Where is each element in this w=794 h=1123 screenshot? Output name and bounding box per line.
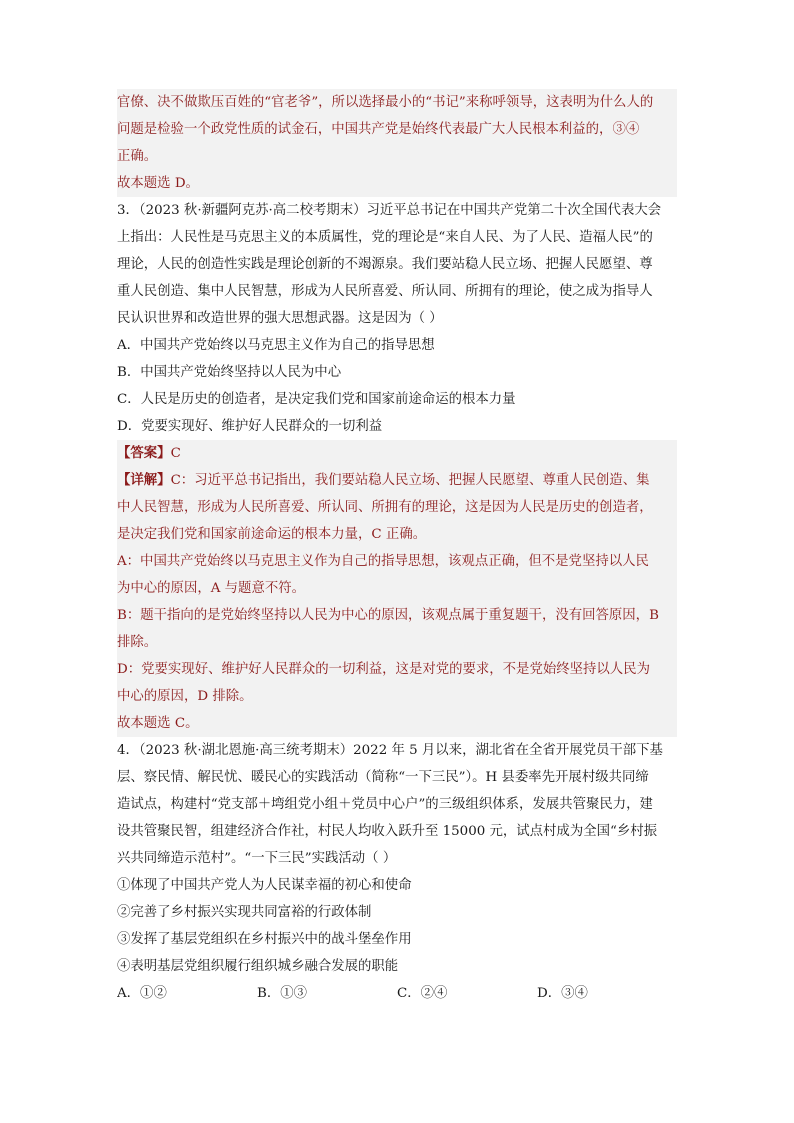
detail-label: 【详解】 [117,472,171,488]
q3-option-c: C．人民是历史的创造者，是决定我们党和国家前途命运的根本力量 [117,392,516,407]
prev-explanation-line-1: 官僚、决不做欺压百姓的“官老爷”，所以选择最小的“书记”来称呼领导，这表明为什么人的 [117,89,677,116]
q3-option-b: B．中国共产党始终坚持以人民为中心 [117,365,342,380]
q3-detail-line-7: 排除。 [117,629,677,656]
q4-statement-4: ④表明基层党组织履行组织城乡融合发展的职能 [117,959,399,974]
q3-stem-line-2: 上指出：人民性是马克思主义的本质属性，党的理论是“来自人民、为了人民、造福人民”的 [117,230,653,245]
q3-detail-line-5: 为中心的原因，A 与题意不符。 [117,575,677,602]
q3-detail-line-9: 中心的原因，D 排除。 [117,683,677,710]
q3-detail-line-2: 中人民智慧，形成为人民所喜爱、所认同、所拥有的理论，这是因为人民是历史的创造者， [117,494,677,521]
detail-text: C：习近平总书记指出，我们要站稳人民立场、把握人民愿望、尊重人民创造、集 [170,473,650,488]
q3-stem-line-4: 重人民创造、集中人民智慧，形成为人民所喜爱、所认同、所拥有的理论，使之成为指导人 [117,284,653,299]
q3-detail-line-4: A：中国共产党始终以马克思主义作为自己的指导思想，该观点正确，但不是党坚持以人民 [117,548,677,575]
q4-stem-line-1: 4．（2023 秋·湖北恩施·高三统考期末）2022 年 5 月以来，湖北省在全省开展党员干部下基 [117,743,663,758]
q3-stem-line-1: 3．（2023 秋·新疆阿克苏·高二校考期末）习近平总书记在中国共产党第二十次全国代表大会 [117,203,662,218]
q3-option-d: D．党要实现好、维护好人民群众的一切利益 [117,419,383,434]
prev-conclusion: 故本题选 D。 [117,170,677,197]
q3-detail-line-3: 是决定我们党和国家前途命运的根本力量，C 正确。 [117,521,677,548]
document-content [117,89,677,1007]
q3-answer [117,440,677,467]
answer-label: 【答案】 [117,445,171,461]
prev-explanation-line-3: 正确。 [117,143,677,170]
q4-stem-line-5: 兴共同缔造示范村”。“一下三民”实践活动（ ） [117,851,397,866]
q3-conclusion: 故本题选 C。 [117,710,677,737]
q4-choice-b: B．①③ [257,986,308,1001]
q4-choice-c: C．②④ [397,986,448,1001]
q3-detail-line-6: B：题干指向的是党始终坚持以人民为中心的原因，该观点属于重复题干，没有回答原因，B [117,602,677,629]
q4-choice-d: D．③④ [537,986,588,1001]
prev-explanation-line-2: 问题是检验一个政党性质的试金石，中国共产党是始终代表最广大人民根本利益的，③④ [117,116,677,143]
q4-stem-line-4: 设共管聚民智，组建经济合作社，村民人均收入跃升至 15000 元，试点村成为全国“乡村振 [117,824,658,839]
q4-statement-1: ①体现了中国共产党人为人民谋幸福的初心和使命 [117,878,412,893]
q3-detail-line-1 [117,467,677,494]
q4-statement-2: ②完善了乡村振兴实现共同富裕的行政体制 [117,905,372,920]
q3-detail-line-8: D：党要实现好、维护好人民群众的一切利益，这是对党的要求，不是党始终坚持以人民为 [117,656,677,683]
q3-stem-line-5: 民认识世界和改造世界的强大思想武器。这是因为（ ） [117,311,443,326]
q3-stem-line-3: 理论，人民的创造性实践是理论创新的不竭源泉。我们要站稳人民立场、把握人民愿望、尊 [117,257,653,272]
q3-option-a: A．中国共产党始终以马克思主义作为自己的指导思想 [117,338,435,353]
q4-stem-line-2: 层、察民情、解民忧、暖民心的实践活动（简称“一下三民”）。H 县委率先开展村级共同缔 [117,770,649,785]
q4-choice-a: A．①② [117,986,167,1001]
answer-value: C [170,446,181,461]
q4-stem-line-3: 造试点，构建村“党支部＋塆组党小组＋党员中心户”的三级组织体系，发展共管聚民力，建 [117,797,653,812]
q4-statement-3: ③发挥了基层党组织在乡村振兴中的战斗堡垒作用 [117,932,412,947]
q4-choices [117,980,677,1007]
